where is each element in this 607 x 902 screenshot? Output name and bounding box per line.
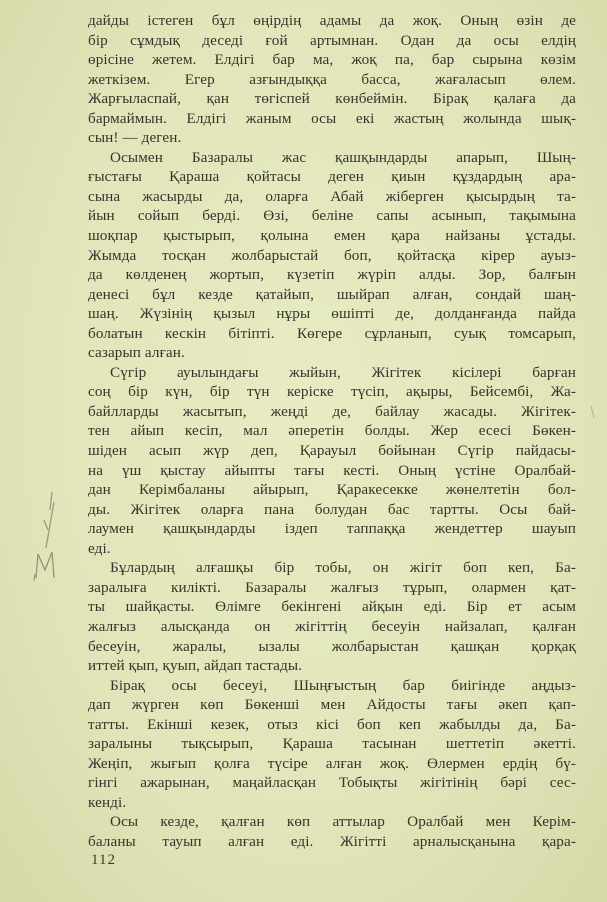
text-line: заралыға килікті. Базаралы жалғыз тұрып, олармен қат-	[88, 578, 576, 596]
text-line: жалғыз алысқанда он жігіттің бесеуін найзалап, қалған	[88, 617, 576, 635]
text-line: сына жасырды да, оларға Абай жіберген қысырдың та-	[88, 187, 576, 205]
text-line: Жарғыласпай, қан төгіспей көнбеймін. Бірақ қалаға да	[88, 90, 576, 108]
text-line: жеткізем. Егер азғындыққа басса, жағаласып өлем.	[88, 70, 576, 88]
text-line: Сүгір ауылындағы жыйын, Жігітек кісілері барған	[110, 363, 576, 381]
text-line: бармаймын. Елдігі жаным осы екі жастың жолында шық-	[88, 109, 576, 127]
text-line: заралыны тықсырып, Қараша тасынан шеттетіп әкетті.	[88, 735, 576, 753]
text-line: Осымен Базаралы жас қашқындарды апарып, Шың-	[110, 148, 576, 166]
text-line: денесі бұл кезде қатайып, шыйрап алған, сондай шаң-	[88, 285, 576, 303]
text-line: баланы тауып алған еді. Жігітті арналысқанына қара-	[88, 832, 576, 850]
text-line: дап жүрген көп Бөкенші мен Айдосты тағы әкеп қап-	[88, 696, 576, 714]
text-line: шаң. Жүзінің қызыл нұры өшіпті де, долданғанда пайда	[88, 305, 576, 323]
text-line: йын сойып берді. Өзі, беліне сапы асынып, тақымына	[88, 207, 576, 225]
text-line: лаумен қашқындарды іздеп таппаққа жендеттер шауып	[88, 520, 576, 538]
text-line: соң бір күн, бір түн керіске түсіп, ақыры, Бейсембі, Жа-	[88, 383, 576, 401]
text-line: Жымда тосқан жолбарыстай боп, қойтасқа кірер ауыз-	[88, 246, 576, 264]
text-line: Бұлардың алғашқы бір тобы, он жігіт боп кеп, Ба-	[110, 559, 576, 577]
text-line: тен айып кесіп, мал әперетін болды. Жер есесі Бөкен-	[88, 422, 576, 440]
text-line: өрісіне жетем. Елдігі бар ма, жоқ па, бар сырына көзім	[88, 51, 576, 69]
text-line: еді.	[88, 539, 111, 557]
text-line: сазарып алған.	[88, 344, 185, 362]
text-line: Осы кезде, қалған көп аттылар Оралбай мен Керім-	[110, 813, 576, 831]
margin-tick-mark	[588, 404, 598, 420]
text-line: Жеңіп, жығып қолға түсіре алған жоқ. Өлермен ердің бү-	[88, 754, 576, 772]
text-line: бір сұмдық деседі ғой артымнан. Одан да осы елдің	[88, 31, 576, 49]
text-line: Бірақ осы бесеуі, Шыңғыстың бар биігінде аңдыз-	[110, 676, 576, 694]
text-line: болатын кескін бітіпті. Көгере сұрланып, суық томсарып,	[88, 324, 576, 342]
text-line: ғыстағы Қараша қойтасы деген қиын құздардың ара-	[88, 168, 576, 186]
text-line: байлларды жасытып, жеңді де, байлау жасады. Жігітек-	[88, 402, 576, 420]
book-page-text	[88, 11, 576, 852]
text-line: да көлденең жортып, күзетіп жүріп алды. Зор, балғын	[88, 266, 576, 284]
text-line: шіден асып жүр деп, Қарауыл бойынан Сүгір пайдасы-	[88, 442, 576, 460]
text-line: сын! — деген.	[88, 129, 182, 147]
text-line: кенді.	[88, 793, 127, 811]
text-line: бесеуін, жаралы, ызалы жолбарыстан қашқан қорқақ	[88, 637, 576, 655]
text-line: дайды істеген бұл өңірдің адамы да жоқ. Оның өзін де	[88, 12, 576, 29]
text-line: шоқпар қыстырып, қолына емен қара найзаны ұстады.	[88, 227, 576, 245]
margin-handwritten-m	[32, 548, 62, 582]
margin-bracket-mark	[40, 490, 60, 550]
page-number: 112	[91, 852, 116, 868]
text-line: иттей қып, қуып, айдап тастады.	[88, 657, 303, 675]
text-line: дан Керімбаланы айырып, Қаракесекке жөнелтетін бол-	[88, 481, 576, 499]
text-line: ды. Жігітек оларға пана болудан бас тартты. Осы бай-	[88, 500, 576, 518]
text-line: ты шайқасты. Өлімге бекінгені айқын еді. Бір ет асым	[88, 598, 576, 616]
text-line: татты. Екінші кезек, отыз кісі боп кеп жабылды да, Ба-	[88, 715, 576, 733]
text-line: гінгі ажарынан, маңайласқан Тобықты жігітінің бәрі сес-	[88, 774, 576, 792]
text-line: на үш қыстау айыпты тағы кесті. Оның үстіне Оралбай-	[88, 461, 576, 479]
